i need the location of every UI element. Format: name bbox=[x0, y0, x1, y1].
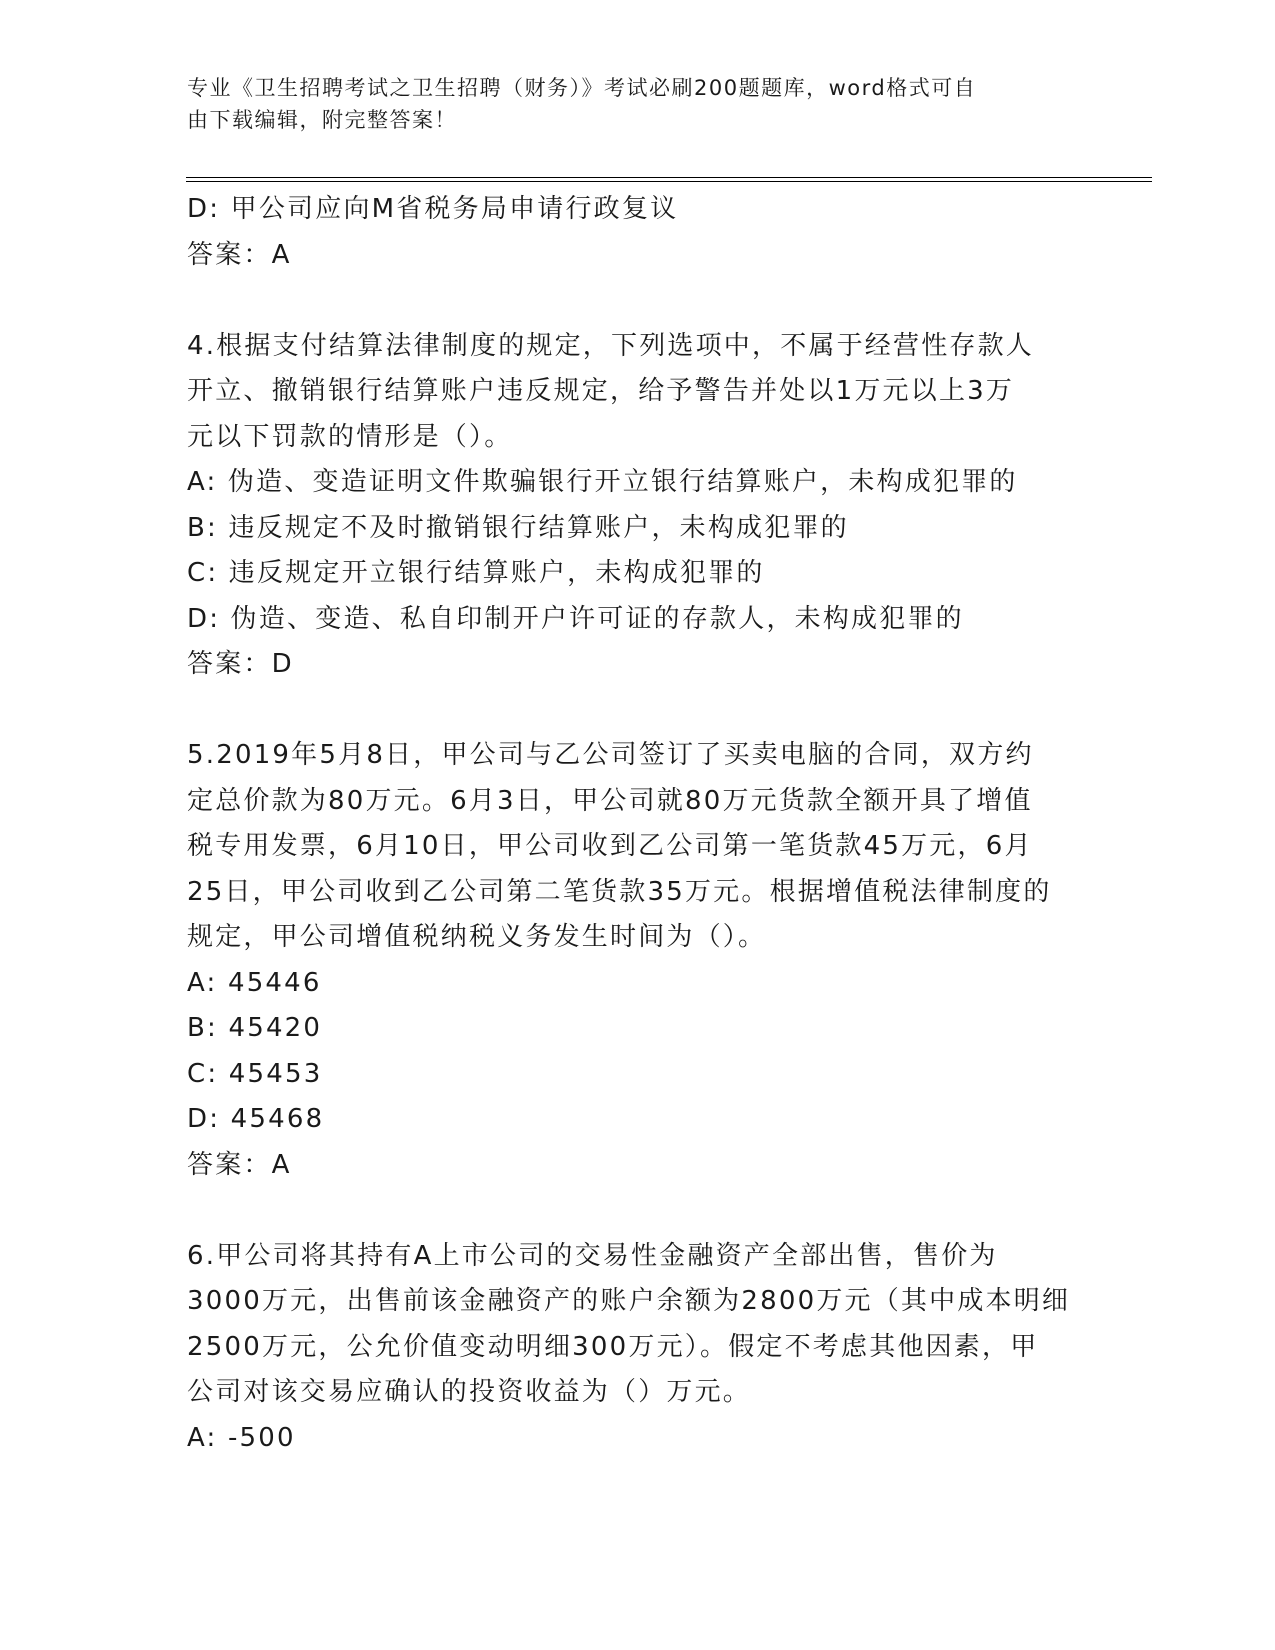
answer-line: 答案：A bbox=[187, 1149, 292, 1180]
option-b: B: 违反规定不及时撤销银行结算账户，未构成犯罪的 bbox=[187, 512, 849, 543]
question-stem-line: 元以下罚款的情形是（）。 bbox=[187, 421, 513, 452]
question-3-tail bbox=[187, 187, 1087, 278]
spacer bbox=[187, 1188, 1087, 1234]
question-stem-line: 定总价款为80万元。6月3日，甲公司就80万元货款全额开具了增值 bbox=[187, 785, 1033, 816]
option-a: A: -500 bbox=[187, 1422, 296, 1453]
question-stem-line: 开立、撤销银行结算账户违反规定，给予警告并处以1万元以上3万 bbox=[187, 376, 1015, 406]
question-stem-line: 25日，甲公司收到乙公司第二笔货款35万元。根据增值税法律制度的 bbox=[187, 876, 1052, 907]
option-a: A: 伪造、变造证明文件欺骗银行开立银行结算账户，未构成犯罪的 bbox=[187, 467, 1018, 497]
option-a: A: 45446 bbox=[187, 967, 322, 998]
question-stem-line: 税专用发票，6月10日，甲公司收到乙公司第一笔货款45万元，6月 bbox=[187, 831, 1033, 861]
option-b: B: 45420 bbox=[187, 1013, 323, 1043]
option-d: D: 伪造、变造、私自印制开户许可证的存款人，未构成犯罪的 bbox=[187, 603, 964, 634]
spacer bbox=[187, 688, 1087, 734]
question-5 bbox=[187, 733, 1087, 1188]
option-d: D: 45468 bbox=[187, 1104, 325, 1134]
question-6 bbox=[187, 1234, 1087, 1462]
question-stem-line: 5.2019年5月8日，甲公司与乙公司签订了买卖电脑的合同，双方约 bbox=[187, 740, 1034, 770]
spacer bbox=[187, 278, 1087, 324]
answer-line: 答案：A bbox=[187, 239, 292, 270]
question-stem-line: 3000万元，出售前该金融资产的账户余额为2800万元（其中成本明细 bbox=[187, 1286, 1071, 1316]
header-divider bbox=[186, 177, 1152, 182]
question-4 bbox=[187, 324, 1087, 688]
question-list bbox=[187, 187, 1087, 1461]
question-stem-line: 2500万元，公允价值变动明细300万元）。假定不考虑其他因素，甲 bbox=[187, 1331, 1039, 1362]
option-d: D: 甲公司应向M省税务局申请行政复议 bbox=[187, 194, 679, 224]
answer-line: 答案：D bbox=[187, 649, 294, 679]
document-header bbox=[187, 72, 1067, 136]
question-stem-line: 规定，甲公司增值税纳税义务发生时间为（）。 bbox=[187, 922, 767, 952]
question-stem-line: 4.根据支付结算法律制度的规定，下列选项中，不属于经营性存款人 bbox=[187, 330, 1035, 361]
header-title-line-2: 由下载编辑，附完整答案！ bbox=[187, 108, 457, 132]
question-stem-line: 公司对该交易应确认的投资收益为（）万元。 bbox=[187, 1377, 752, 1407]
question-stem-line: 6.甲公司将其持有A上市公司的交易性金融资产全部出售，售价为 bbox=[187, 1240, 998, 1271]
option-c: C: 45453 bbox=[187, 1058, 323, 1089]
option-c: C: 违反规定开立银行结算账户，未构成犯罪的 bbox=[187, 558, 765, 588]
header-title-line-1: 专业《卫生招聘考试之卫生招聘（财务）》考试必刷200题题库，word格式可自 bbox=[187, 76, 977, 100]
